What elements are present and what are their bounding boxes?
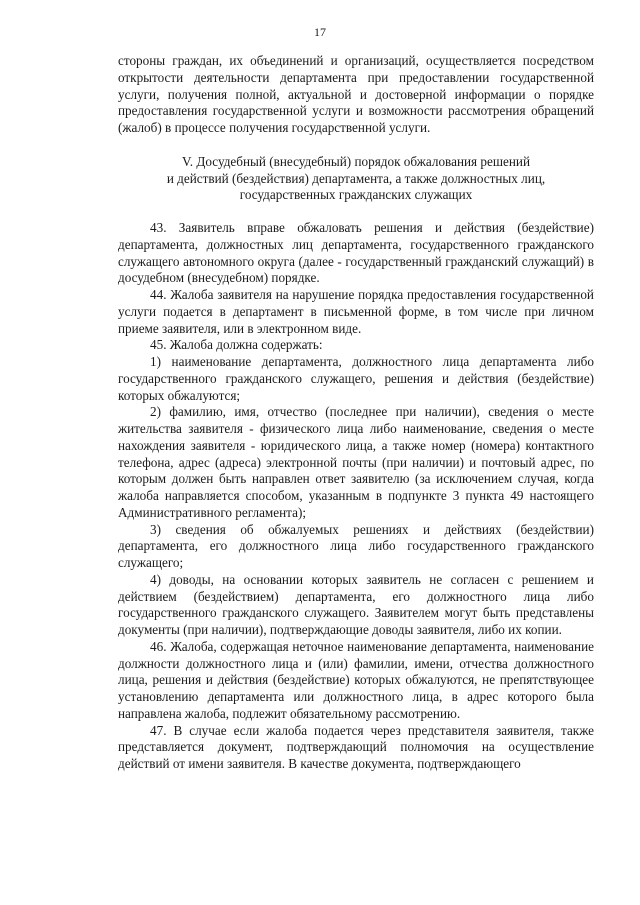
- paragraph-45-item-4: 4) доводы, на основании которых заявитель не согласен с решением и действием (бездействием) департамента, его должностного лица либо государственного гражданского служащего. Заявителем могут быть представлены документы (при наличии), подтверждающие доводы заявителя, либо их копии.: [118, 571, 594, 637]
- paragraph-46: 46. Жалоба, содержащая неточное наименование департамента, наименование должности должностного лица и (или) фамилии, имени, отчества должностного лица, решения и действия (бездействие) которых обжалуются, не препятствующее установлению департамента или должностного лица, в адрес которого была направлена жалоба, подлежит обязательному рассмотрению.: [118, 638, 594, 721]
- paragraph-47: 47. В случае если жалоба подается через представителя заявителя, также представляется документ, подтверждающий полномочия на осуществление действий от имени заявителя. В качестве документа, подтверждающего: [118, 722, 594, 771]
- paragraph-45-item-2: 2) фамилию, имя, отчество (последнее при наличии), сведения о месте жительства заявителя - физического лица либо наименование, сведения о месте нахождения заявителя - юридического лица, а также номер (номера) контактного телефона, адрес (адреса) электронной почты (при наличии) и почтовый адрес, по которым должен быть направлен ответ заявителю (за исключением случая, когда жалоба направляется способом, указанным в подпункте 3 пункта 49 настоящего Административного регламента);: [118, 404, 594, 520]
- paragraph-45: 45. Жалоба должна содержать:: [150, 337, 323, 353]
- intro-paragraph: стороны граждан, их объединений и организаций, осуществляется посредством открытости деятельности департамента при предоставлении государственной услуги, получения полной, актуальной и достоверной информации о порядке предоставления государственной услуги и возможности рассмотрения обращений (жалоб) в процессе получения государственной услуги.: [118, 53, 594, 135]
- paragraph-44: 44. Жалоба заявителя на нарушение порядка предоставления государственной услуги подается в департамент в письменной форме, в том числе при личном приеме заявителя, или в электронном виде.: [118, 287, 594, 336]
- section-heading-line-2: и действий (бездействия) департамента, а также должностных лиц,: [166, 170, 546, 186]
- paragraph-45-item-1: 1) наименование департамента, должностного лица департамента либо государственного гражданского служащего, решения и действия (бездействие) которых обжалуются;: [118, 354, 594, 403]
- page-number: 17: [314, 25, 326, 39]
- paragraph-43: 43. Заявитель вправе обжаловать решения и действия (бездействие) департамента, должностных лиц департамента, государственного гражданского служащего автономного округа (далее - государственный гражданский служащий) в досудебном (внесудебном) порядке.: [118, 220, 594, 286]
- section-heading: [118, 154, 594, 204]
- document-body: [118, 53, 594, 773]
- section-heading-line-1: V. Досудебный (внесудебный) порядок обжалования решений: [181, 153, 531, 169]
- section-heading-line-3: государственных гражданских служащих: [239, 187, 473, 203]
- paragraph-45-item-3: 3) сведения об обжалуемых решениях и действиях (бездействии) департамента, его должностного лица либо государственного гражданского служащего;: [118, 521, 594, 570]
